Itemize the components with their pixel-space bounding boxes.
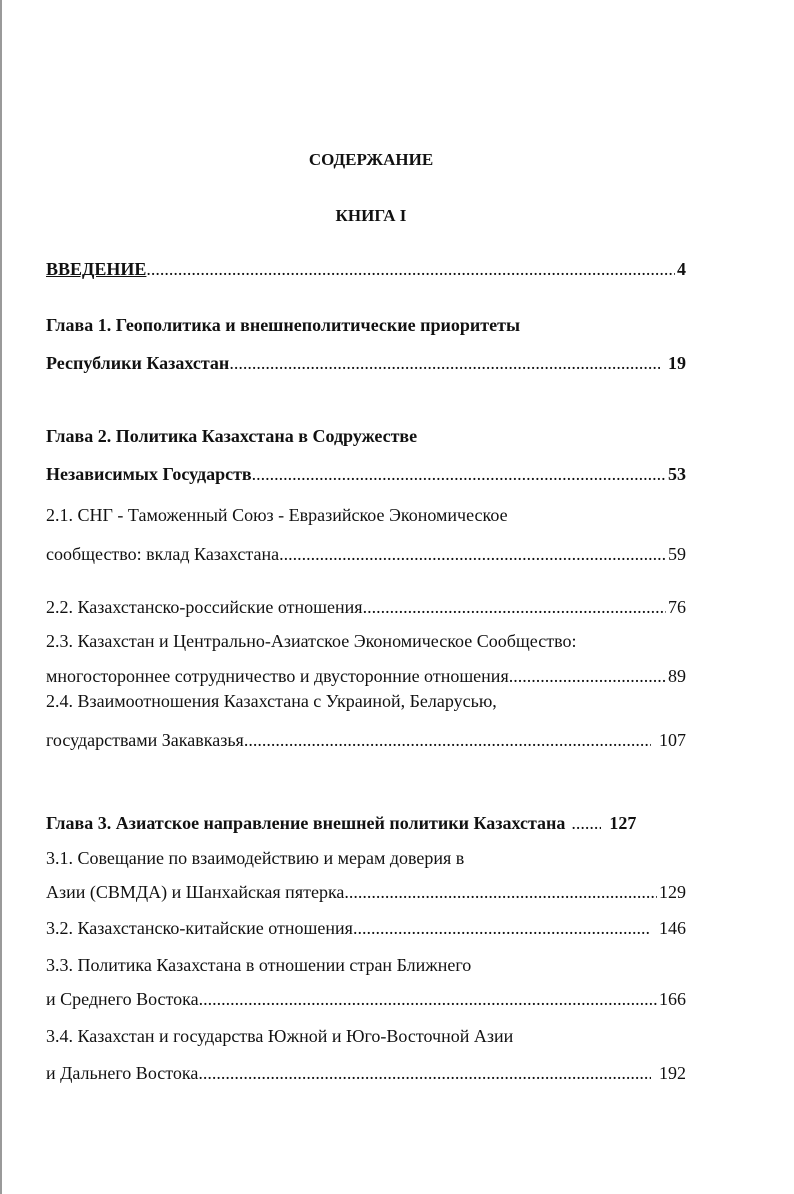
leader-dots [279, 543, 666, 565]
entry-title: ВВЕДЕНИЕ [46, 259, 147, 279]
page-number: 166 [659, 989, 686, 1009]
toc-entry-chapter-1-line-1[interactable]: Глава 1. Геополитика и внешнеполитические приоритеты [46, 315, 520, 335]
leader-dots [199, 988, 657, 1010]
page-number: 146 [659, 918, 686, 938]
leader-dots [344, 881, 657, 903]
entry-title: и Дальнего Востока [46, 1063, 199, 1083]
toc-entry-3-3[interactable] [46, 988, 686, 1010]
toc-entry-2-4-line-1[interactable]: 2.4. Взаимоотношения Казахстана с Украиной, Беларусью, [46, 691, 497, 711]
page-number: 53 [668, 464, 686, 484]
book-title: КНИГА I [335, 206, 407, 225]
page-number: 107 [659, 730, 686, 750]
toc-entry-3-1[interactable] [46, 881, 686, 903]
entry-title: государствами Закавказья [46, 730, 244, 750]
toc-title: СОДЕРЖАНИЕ [308, 150, 434, 169]
toc-entry-2-3-line-1[interactable]: 2.3. Казахстан и Центрально-Азиатское Экономическое Сообщество: [46, 631, 577, 651]
toc-entry-3-3-line-1[interactable]: 3.3. Политика Казахстана в отношении стран Ближнего [46, 955, 472, 975]
leader-dots [198, 1062, 651, 1084]
leader-dots [363, 596, 666, 618]
entry-title: 2.2. Казахстанско-российские отношения [46, 597, 363, 617]
entry-title: многостороннее сотрудничество и двусторонние отношения [46, 666, 509, 686]
toc-entry-2-3[interactable] [46, 665, 686, 687]
leader-dots [229, 352, 660, 374]
leader-dots [353, 917, 651, 939]
leader-dots [146, 258, 675, 280]
leader-dots [509, 665, 666, 687]
toc-entry-3-2[interactable] [46, 917, 686, 939]
entry-title: 3.2. Казахстанско-китайские отношения [46, 918, 353, 938]
entry-title: сообщество: вклад Казахстана [46, 544, 280, 564]
entry-title: Независимых Государств [46, 464, 252, 484]
page-number: 129 [659, 882, 686, 902]
toc-entry-2-1[interactable] [46, 543, 686, 565]
page-number: 76 [668, 597, 686, 617]
page-edge [0, 0, 2, 1194]
toc-entry-2-1-line-1[interactable]: 2.1. СНГ - Таможенный Союз - Евразийское Экономическое [46, 505, 508, 525]
toc-entry-3-4-line-1[interactable]: 3.4. Казахстан и государства Южной и Юго-Восточной Азии [46, 1026, 514, 1046]
toc-entry-3-4[interactable] [46, 1062, 686, 1084]
page-number: 19 [668, 353, 686, 373]
entry-title: Республики Казахстан [46, 353, 230, 373]
toc-entry-3-1-line-1[interactable]: 3.1. Совещание по взаимодействию и мерам доверия в [46, 848, 465, 868]
toc-entry-introduction[interactable] [46, 258, 686, 280]
toc-entry-chapter-3[interactable] [46, 812, 686, 834]
entry-title: Азии (СВМДА) и Шанхайская пятерка [46, 882, 345, 902]
toc-entry-chapter-2[interactable] [46, 463, 686, 485]
leader-dots [571, 812, 601, 834]
toc-entry-chapter-2-line-1[interactable]: Глава 2. Политика Казахстана в Содружестве [46, 426, 418, 446]
page-number: 89 [668, 666, 686, 686]
entry-title: Глава 3. Азиатское направление внешней политики Казахстана [46, 813, 566, 833]
toc-entry-2-2[interactable] [46, 596, 686, 618]
leader-dots [252, 463, 666, 485]
page-number: 59 [668, 544, 686, 564]
entry-title: и Среднего Востока [46, 989, 199, 1009]
page-number: 127 [609, 813, 637, 833]
page-number: 192 [659, 1063, 686, 1083]
page-number: 4 [677, 259, 686, 279]
toc-entry-2-4[interactable] [46, 729, 686, 751]
leader-dots [244, 729, 651, 751]
toc-entry-chapter-1[interactable] [46, 352, 686, 374]
